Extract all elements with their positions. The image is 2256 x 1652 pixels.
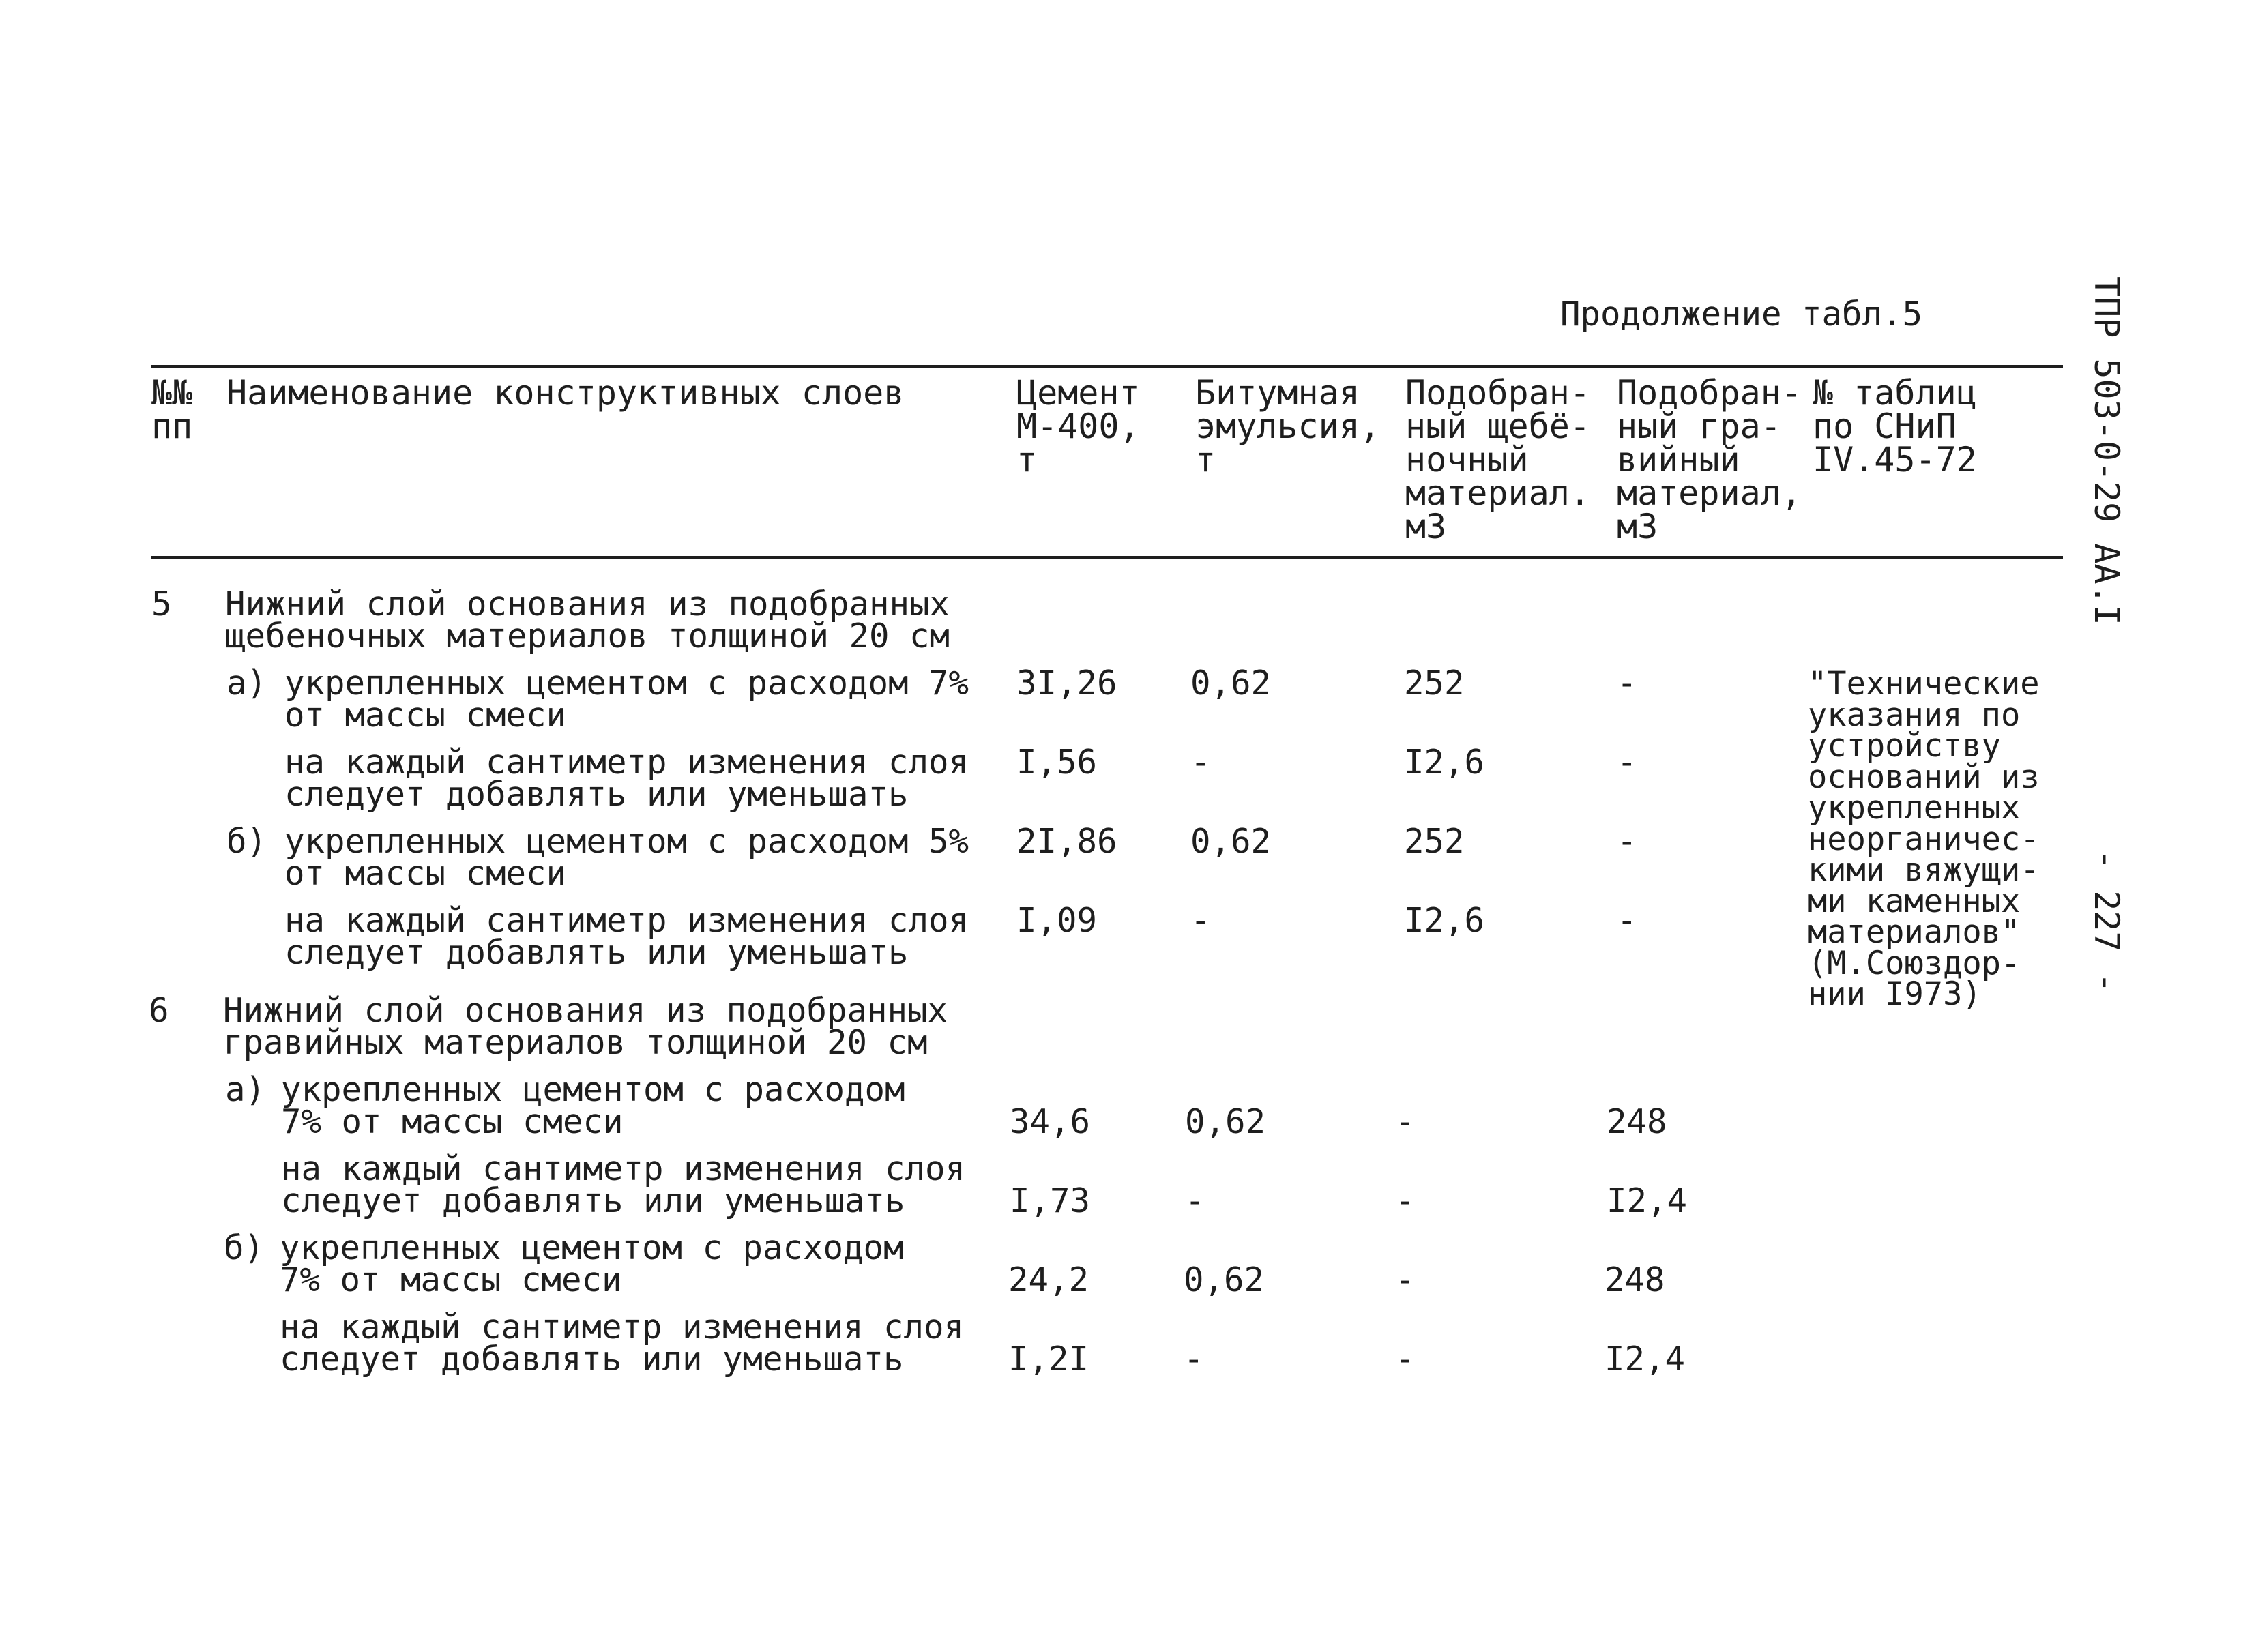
cell-cement: I,2I (1008, 1340, 1089, 1378)
cell-gravel: - (1617, 664, 1637, 703)
cell-cement: 34,6 (1010, 1102, 1091, 1141)
cell-cement: I,56 (1016, 743, 1098, 782)
cell-gravel: 248 (1605, 1260, 1665, 1299)
row-label: б) (226, 822, 267, 861)
document-code: ТПР 503-0-29 АА.I (2087, 276, 2126, 625)
header-bottom-rule (151, 556, 2063, 559)
header-snip-tables: № таблиц по СНиП IV.45-72 (1813, 373, 1977, 480)
row-label: б) (224, 1228, 265, 1267)
cell-crushed: 252 (1404, 822, 1465, 861)
cell-gravel: - (1617, 743, 1637, 782)
row-description: укрепленных цементом с расходом 7% от массы смеси (280, 1228, 904, 1299)
cell-bitumen: - (1190, 901, 1211, 940)
row-label: а) (225, 1070, 266, 1109)
cell-bitumen: 0,62 (1184, 1260, 1265, 1299)
row-description: на каждый сантиметр изменения слоя следует добавлять или уменьшать (284, 901, 969, 972)
row-description: на каждый сантиметр изменения слоя следует добавлять или уменьшать (284, 743, 969, 814)
cell-cement: 24,2 (1008, 1260, 1089, 1299)
cell-gravel: - (1617, 822, 1637, 861)
cell-cement: 2I,86 (1016, 822, 1117, 861)
header-bitumen: Битумная эмульсия, т (1195, 373, 1380, 480)
cell-bitumen: 0,62 (1185, 1102, 1266, 1141)
cell-bitumen: - (1185, 1181, 1205, 1220)
cell-bitumen: 0,62 (1190, 664, 1272, 703)
header-num: №№ пп (151, 373, 193, 446)
cell-cement: I,73 (1010, 1181, 1091, 1220)
row-description: укрепленных цементом с расходом 7% от массы смеси (281, 1070, 905, 1141)
cell-crushed: - (1395, 1102, 1416, 1141)
cell-cement: I,09 (1016, 901, 1098, 940)
header-name: Наименование конструктивных слоев (226, 373, 905, 413)
continuation-title: Продолжение табл.5 (1560, 295, 1923, 334)
row-description: укрепленных цементом с расходом 7% от массы смеси (284, 664, 969, 735)
cell-crushed: I2,6 (1404, 743, 1485, 782)
section-title: Нижний слой основания из подобранных гравийных материалов толщиной 20 см (223, 991, 948, 1062)
cell-crushed: - (1395, 1181, 1416, 1220)
section-number: 5 (151, 585, 172, 623)
row-description: на каждый сантиметр изменения слоя следует добавлять или уменьшать (281, 1149, 966, 1220)
cell-crushed: I2,6 (1404, 901, 1485, 940)
header-crushed-material: Подобран- ный щебё- ночный материал. мЗ (1405, 373, 1590, 546)
row-description: на каждый сантиметр изменения слоя следует добавлять или уменьшать (280, 1308, 965, 1378)
row-label: а) (226, 664, 267, 703)
cell-gravel: 248 (1607, 1102, 1667, 1141)
page-number: - 227 - (2087, 849, 2126, 993)
section-title: Нижний слой основания из подобранных щебеночных материалов толщиной 20 см (225, 585, 950, 655)
cell-gravel: - (1617, 901, 1637, 940)
cell-crushed: - (1395, 1340, 1416, 1378)
table-top-rule (151, 365, 2063, 368)
cell-gravel: I2,4 (1607, 1181, 1688, 1220)
header-gravel-material: Подобран- ный гра- вийный материал, мЗ (1617, 373, 1802, 546)
cell-crushed: 252 (1404, 664, 1465, 703)
cell-crushed: - (1395, 1260, 1416, 1299)
header-cement: Цемент М-400, т (1016, 373, 1140, 480)
cell-gravel: I2,4 (1605, 1340, 1686, 1378)
cell-bitumen: - (1184, 1340, 1204, 1378)
cell-bitumen: - (1190, 743, 1211, 782)
row-description: укрепленных цементом с расходом 5% от массы смеси (284, 822, 969, 893)
cell-bitumen: 0,62 (1190, 822, 1272, 861)
cell-cement: 3I,26 (1016, 664, 1117, 703)
section-number: 6 (149, 991, 169, 1030)
reference-note: "Технические указания по устройству оснований из укрепленных неорганичес- кими вяжущи- ми каменных материалов" (М.Союздор- нии I973) (1808, 665, 2040, 1013)
